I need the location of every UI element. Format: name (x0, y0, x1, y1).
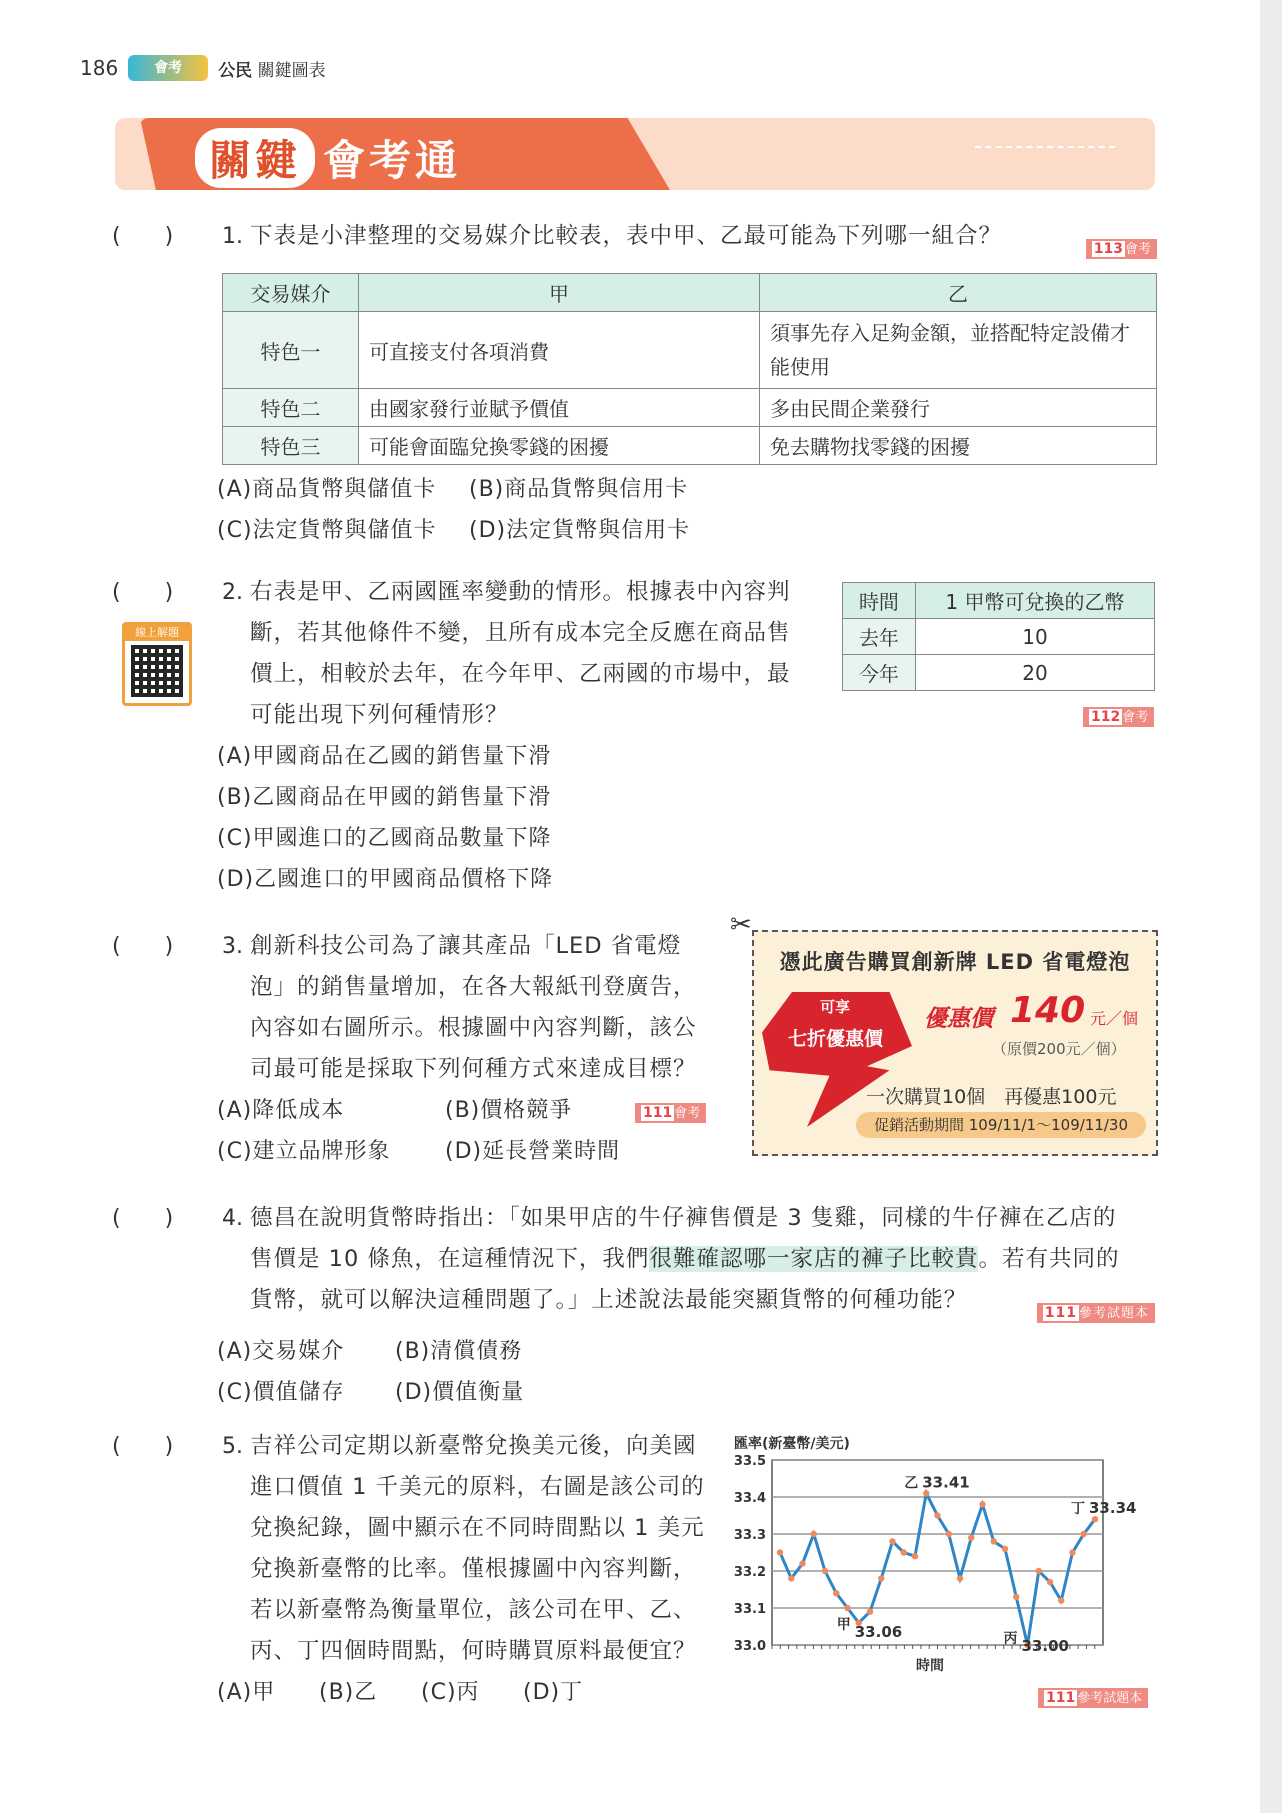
qr-label: 線上解題 (125, 625, 189, 641)
option-d[interactable]: (D)價值衡量 (395, 1380, 525, 1405)
qr-code-icon (131, 645, 183, 697)
annotation-label: 丙 (1003, 1631, 1018, 1647)
data-point (991, 1538, 997, 1544)
banner-title: 關鍵 會考通 (195, 128, 461, 188)
table-header: 1 甲幣可兌換的乙幣 (915, 583, 1154, 619)
question-text: 價上，相較於去年，在今年甲、乙兩國的市場中，最 (250, 661, 791, 687)
ad-price-label: 優惠價 (924, 1006, 993, 1032)
page-edge-strip (1260, 0, 1282, 1813)
annotation-value: 33.41 (922, 1473, 970, 1492)
table-cell: 特色一 (223, 312, 359, 389)
ad-small-text: 可享 (820, 998, 851, 1016)
data-point (811, 1531, 817, 1537)
qr-code[interactable] (122, 622, 192, 706)
option-c[interactable]: (C)法定貨幣與儲值卡 (217, 518, 437, 543)
question-text: 吉祥公司定期以新臺幣兌換美元後，向美國 (250, 1433, 697, 1459)
option-a[interactable]: (A)甲國商品在乙國的銷售量下滑 (217, 744, 552, 769)
option-a[interactable]: (A)甲 (217, 1680, 276, 1705)
section-banner (115, 118, 1155, 190)
ad-period: 促銷活動期間 109/11/1～109/11/30 (856, 1112, 1146, 1138)
data-point (1081, 1531, 1087, 1537)
table-cell: 須事先存入足夠金額，並搭配特定設備才能使用 (760, 312, 1157, 389)
table-cell: 免去購物找零錢的困擾 (760, 427, 1157, 465)
question-text: 下表是小津整理的交易媒介比較表，表中甲、乙最可能為下列哪一組合？ (250, 223, 1003, 249)
y-tick-label: 33.3 (733, 1528, 766, 1543)
ad-bulk-offer: 一次購買10個 再優惠100元 (866, 1086, 1117, 1108)
data-point (979, 1501, 985, 1507)
data-point (912, 1553, 918, 1559)
data-point (1013, 1594, 1019, 1600)
option-c[interactable]: (C)丙 (421, 1680, 480, 1705)
data-point (844, 1605, 850, 1611)
question-number: 4. (222, 1206, 243, 1231)
data-point (1069, 1549, 1075, 1555)
answer-blank[interactable]: ( ) (112, 224, 174, 249)
subject-label: 公民 關鍵圖表 (218, 60, 326, 81)
option-d[interactable]: (D)法定貨幣與信用卡 (469, 518, 691, 543)
pencil-icon (975, 146, 1115, 148)
question-text: 兌換紀錄，圖中顯示在不同時間點以 1 美元 (250, 1515, 705, 1541)
data-point (1047, 1579, 1053, 1585)
ad-title: 憑此廣告購買創新牌 LED 省電燈泡 (779, 950, 1131, 974)
data-point (889, 1538, 895, 1544)
data-point (968, 1535, 974, 1541)
question-text: 德昌在說明貨幣時指出：「如果甲店的牛仔褲售價是 3 隻雞，同樣的牛仔褲在乙店的 (250, 1205, 1117, 1231)
answer-blank[interactable]: ( ) (112, 934, 174, 959)
exam-tag: 112 會考 (1083, 706, 1154, 727)
option-a[interactable]: (A)商品貨幣與儲值卡 (217, 477, 437, 502)
table-header: 甲 (359, 274, 760, 312)
option-b[interactable]: (B)乙 (319, 1680, 378, 1705)
option-c[interactable]: (C)建立品牌形象 (217, 1139, 391, 1164)
y-tick-label: 33.5 (733, 1454, 766, 1469)
annotation-label: 甲 (836, 1616, 851, 1633)
data-point (878, 1575, 884, 1581)
annotation-value: 33.00 (1021, 1637, 1069, 1655)
question-number: 3. (222, 934, 243, 959)
question-3 (112, 926, 732, 1172)
question-text: 可能出現下列何種情形？ (250, 702, 509, 728)
table-cell: 10 (915, 619, 1154, 655)
exam-tag: 111 參考試題本 (1037, 1303, 1155, 1323)
data-point (957, 1575, 963, 1581)
led-advertisement (752, 930, 1158, 1156)
question-number: 1. (222, 224, 243, 249)
option-a[interactable]: (A)交易媒介 (217, 1339, 345, 1364)
y-tick-label: 33.4 (733, 1491, 766, 1506)
data-point (934, 1512, 940, 1518)
page-number: 186 (80, 56, 119, 80)
page-header (80, 50, 326, 86)
table-cell: 可能會面臨兌換零錢的困擾 (359, 427, 760, 465)
answer-blank[interactable]: ( ) (112, 580, 174, 605)
data-point (1002, 1546, 1008, 1552)
question-text: 兌換新臺幣的比率。僅根據圖中內容判斷， (250, 1556, 697, 1582)
question-1 (112, 216, 1157, 551)
scissors-icon: ✂ (730, 910, 752, 940)
table-cell: 今年 (843, 655, 916, 691)
option-d[interactable]: (D)乙國進口的甲國商品價格下降 (217, 867, 554, 892)
ad-discount: 七折優惠價 (788, 1028, 884, 1050)
table-header: 交易媒介 (223, 274, 359, 312)
data-point (901, 1549, 907, 1555)
table-cell: 去年 (843, 619, 916, 655)
option-a[interactable]: (A)降低成本 (217, 1098, 345, 1123)
exam-tag: 113 會考 (1086, 239, 1157, 259)
data-point (867, 1609, 873, 1615)
table-cell: 20 (915, 655, 1154, 691)
question-text: 貨幣，就可以解決這種問題了。」上述說法最能突顯貨幣的何種功能？ (250, 1287, 968, 1313)
highlighted-text: 很難確認哪一家店的褲子比較貴 (649, 1246, 979, 1272)
data-point (1058, 1597, 1064, 1603)
data-point (946, 1531, 952, 1537)
answer-blank[interactable]: ( ) (112, 1206, 174, 1231)
question-text: 丙、丁四個時間點，何時購買原料最便宜？ (250, 1638, 697, 1664)
table-cell: 特色二 (223, 389, 359, 427)
question-text: 斷，若其他條件不變，且所有成本完全反應在商品售 (250, 620, 791, 646)
question-5 (112, 1426, 732, 1713)
question-text: 售價是 10 條魚，在這種情況下，我們很難確認哪一家店的褲子比較貴。若有共同的 (250, 1246, 1120, 1272)
medium-table (222, 273, 1157, 465)
book-logo: 會考 (128, 55, 208, 81)
option-b[interactable]: (B)價格競爭 (445, 1098, 573, 1123)
option-b[interactable]: (B)清償債務 (395, 1339, 523, 1364)
question-text: 進口價值 1 千美元的原料，右圖是該公司的 (250, 1474, 705, 1500)
option-d[interactable]: (D)延長營業時間 (445, 1139, 621, 1164)
option-b[interactable]: (B)乙國商品在甲國的銷售量下滑 (217, 785, 552, 810)
annotation-label: 丁 (1071, 1501, 1085, 1518)
x-axis-label: 時間 (916, 1658, 944, 1674)
ad-price: 140 (1010, 990, 1086, 1031)
data-point (833, 1590, 839, 1596)
data-point (1036, 1568, 1042, 1574)
table-cell: 特色三 (223, 427, 359, 465)
question-number: 2. (222, 580, 243, 605)
annotation-value: 33.34 (1089, 1499, 1137, 1518)
y-tick-label: 33.0 (733, 1639, 766, 1654)
exam-tag: 111 參考試題本 (1038, 1687, 1148, 1708)
question-text: 泡」的銷售量增加，在各大報紙刊登廣告， (250, 974, 697, 1000)
data-point (788, 1575, 794, 1581)
data-point (822, 1568, 828, 1574)
ad-original-price: （原價200元／個） (992, 1040, 1126, 1058)
exchange-rate-table (842, 582, 1155, 691)
option-c[interactable]: (C)甲國進口的乙國商品數量下降 (217, 826, 552, 851)
option-c[interactable]: (C)價值儲存 (217, 1380, 345, 1405)
data-point (799, 1560, 805, 1566)
table-header: 乙 (760, 274, 1157, 312)
y-tick-label: 33.2 (733, 1565, 766, 1580)
table-cell: 可直接支付各項消費 (359, 312, 760, 389)
exam-tag: 111 會考 (635, 1103, 706, 1123)
annotation-value: 33.06 (854, 1622, 903, 1641)
table-header: 時間 (843, 583, 916, 619)
question-text: 若以新臺幣為衡量單位，該公司在甲、乙、 (250, 1597, 697, 1623)
exchange-rate-chart (728, 1430, 1158, 1680)
y-axis-label: 匯率(新臺幣/美元) (734, 1436, 850, 1452)
question-4 (112, 1198, 1157, 1413)
question-number: 5. (222, 1434, 243, 1459)
question-text: 創新科技公司為了讓其產品「LED 省電燈 (250, 933, 682, 959)
data-point (777, 1549, 783, 1555)
option-b[interactable]: (B)商品貨幣與信用卡 (469, 477, 689, 502)
answer-blank[interactable]: ( ) (112, 1434, 174, 1459)
ad-price-unit: 元／個 (1090, 1009, 1139, 1028)
table-cell: 由國家發行並賦予價值 (359, 389, 760, 427)
y-tick-label: 33.1 (733, 1602, 766, 1617)
question-text: 右表是甲、乙兩國匯率變動的情形。根據表中內容判 (250, 579, 791, 605)
question-text: 內容如右圖所示。根據圖中內容判斷，該公 (250, 1015, 697, 1041)
table-cell: 多由民間企業發行 (760, 389, 1157, 427)
question-text: 司最可能是採取下列何種方式來達成目標？ (250, 1056, 697, 1082)
option-d[interactable]: (D)丁 (523, 1680, 584, 1705)
annotation-label: 乙 (904, 1475, 919, 1492)
